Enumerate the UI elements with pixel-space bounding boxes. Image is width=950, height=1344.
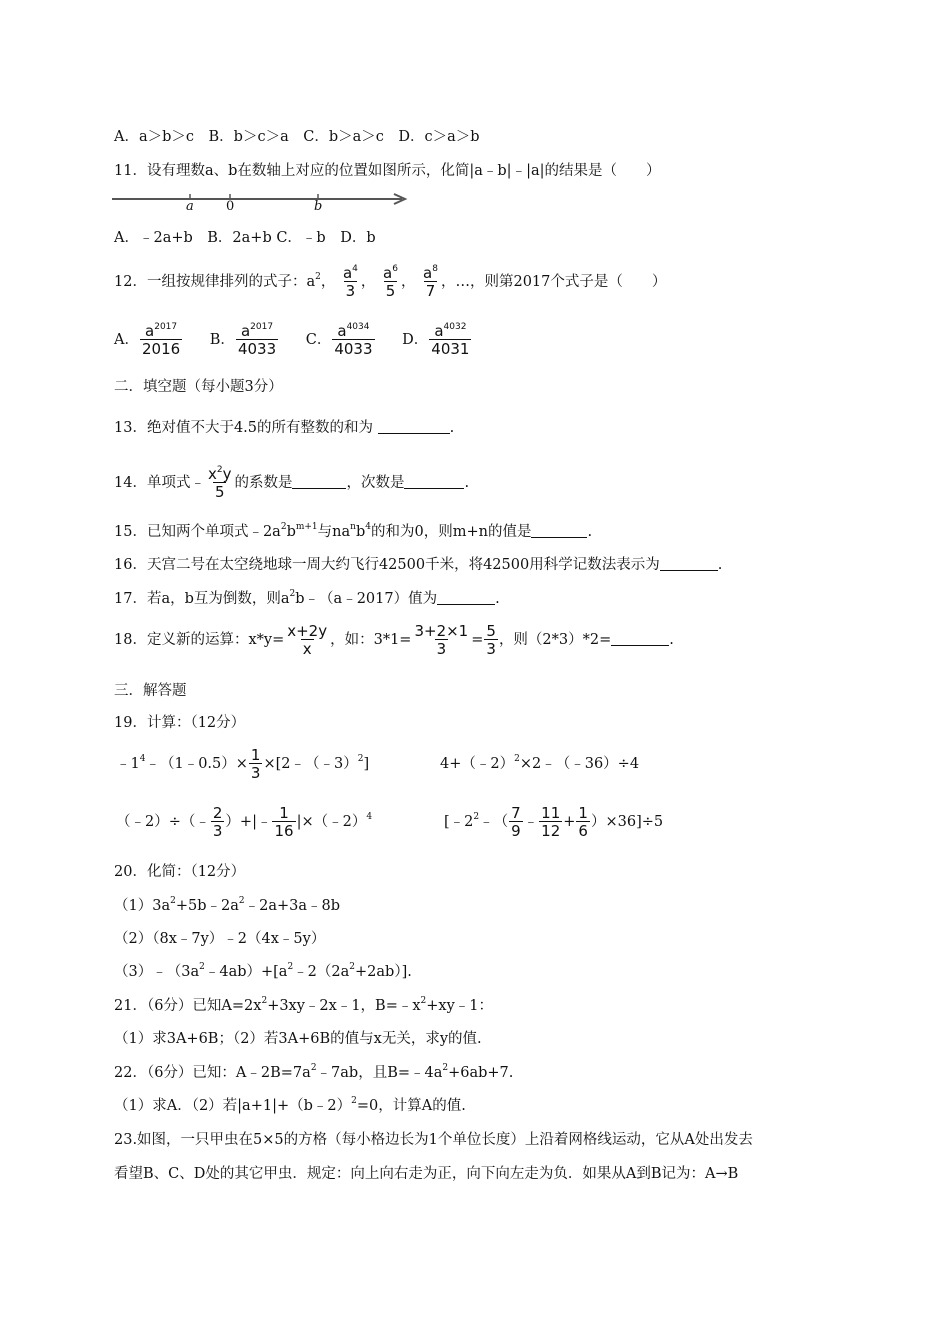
section-2-heading: 二．填空题（每小题3分） xyxy=(114,379,283,395)
q16-answer-blank[interactable] xyxy=(660,556,718,571)
q12-stem: 12．一组按规律排列的式子：$a^2$， $\frac{a^4}{3}$ ， $\frac{a^6}{5}$ ， $\frac{a^8}{7}$ ，…，则第2017个式子是（ ） xyxy=(114,263,667,300)
q14-coefficient-blank[interactable] xyxy=(292,474,346,489)
q14-degree-blank[interactable] xyxy=(404,474,464,489)
q12-option-b: $\frac{a^{2017}}{4033}$ xyxy=(237,321,277,358)
q12-option-d: $\frac{a^{4032}}{4031}$ xyxy=(431,321,470,358)
q15: 15．已知两个单项式$﹣2a^2b^{m+1}$与$na^nb^4$的和为0，则m+n的值是 . xyxy=(114,522,593,540)
q20-part-2: （2）（8x﹣7y）﹣2（4x﹣5y） xyxy=(114,931,326,947)
q22-stem: 22．（6分）已知：$A﹣2B=7a^2﹣7ab$，且$B=﹣4a^2+6ab+7$. xyxy=(114,1063,514,1081)
q18-example-fraction: $\frac{3+2\times 1}{3}$ xyxy=(414,621,469,658)
q14: 14．单项式﹣ $\frac{x^2y}{5}$ 的系数是 ，次数是 . xyxy=(114,464,470,501)
q12-option-c: $\frac{a^{4034}}{4033}$ xyxy=(334,321,373,358)
q19-expression-4: [$﹣2^2﹣$（ $\frac{7}{9}$ ﹣ $\frac{11}{12}$ + $\frac{1}{6}$ ）×36]÷5 xyxy=(444,803,664,840)
axis-label-zero: 0 xyxy=(226,199,235,214)
q12-options: A． $\frac{a^{2017}}{2016}$ B． $\frac{a^{2017}}{4033}$ C． $\frac{a^{4034}}{4033}$ D． $\frac{a^{4032}}{4031}$ xyxy=(114,321,470,358)
q17: 17．若a，b互为倒数，则$a^2b﹣(a﹣2017)$值为 . xyxy=(114,589,500,607)
q13-answer-blank[interactable] xyxy=(378,419,450,434)
q12-fraction-2: $\frac{a^6}{5}$ xyxy=(383,263,398,300)
q11-stem: 11．设有理数a、b在数轴上对应的位置如图所示，化简|a﹣b|﹣|a|的结果是（ ） xyxy=(114,163,661,179)
section-3-heading: 三．解答题 xyxy=(114,683,187,699)
q18-answer-blank[interactable] xyxy=(611,631,669,646)
q18-result-fraction: $\frac{5}{3}$ xyxy=(486,621,496,658)
q12-fraction-1: $\frac{a^4}{3}$ xyxy=(342,263,358,300)
q10-options: A．a＞b＞c B．b＞c＞a C．b＞a＞c D．c＞a＞b xyxy=(114,129,480,145)
q23-line-1: 23.如图，一只甲虫在5×5的方格（每小格边长为1个单位长度）上沿着网格线运动，它从A处出发去 xyxy=(114,1132,753,1148)
axis-label-b: b xyxy=(314,199,323,214)
q18-definition-fraction: $\frac{x+2y}{x}$ xyxy=(287,621,328,658)
q19-expression-2: 4+（﹣2）$^2$×2﹣（﹣36）÷4 xyxy=(440,754,640,772)
q19-expression-3: （﹣2）÷（﹣ $\frac{2}{3}$ ）+|﹣ $\frac{1}{16}$ |×（﹣2）$^4$ xyxy=(116,803,373,840)
q12-option-a: $\frac{a^{2017}}{2016}$ xyxy=(141,321,181,358)
q18: 18．定义新的运算：x*y= $\frac{x+2y}{x}$ ，如：3*1= $\frac{3+2\times 1}{3}$ = $\frac{5}{3}$ ，则（2*3）*2= . xyxy=(114,621,674,658)
q16: 16．天宫二号在太空绕地球一周大约飞行42500千米，将42500用科学记数法表示为 . xyxy=(114,557,723,573)
q15-answer-blank[interactable] xyxy=(531,523,587,538)
q13: 13．绝对值不大于4.5的所有整数的和为 . xyxy=(114,420,455,436)
q21-parts: （1）求3A+6B；（2）若3A+6B的值与x无关，求y的值. xyxy=(114,1031,482,1047)
number-line-svg xyxy=(112,190,412,220)
q19-expression-1: $﹣1^4﹣(1﹣0.5)\times$ $\frac{1}{3}$ ×[2﹣（﹣3）$^2$] xyxy=(116,745,370,782)
q17-answer-blank[interactable] xyxy=(437,590,495,605)
q23-line-2: 看望B、C、D处的其它甲虫．规定：向上向右走为正，向下向左走为负．如果从A到B记为：A→B xyxy=(114,1166,739,1182)
number-line-figure xyxy=(112,190,412,220)
q11-options: A．﹣2a+b B．2a+b C．﹣b D．b xyxy=(114,230,376,246)
q19-title: 19．计算：（12分） xyxy=(114,715,246,731)
q21-stem: 21．（6分）已知$A=2x^2+3xy﹣2x﹣1$，$B=﹣x^2+xy﹣1$： xyxy=(114,996,494,1014)
q20-title: 20．化简：（12分） xyxy=(114,864,246,880)
q20-part-3: $(3)﹣(3a^2﹣4ab)+[a^2﹣2(2a^2+2ab)]$. xyxy=(114,962,412,980)
q22-parts: （1）求A．（2）若|a+1|+（b﹣2）$^2$=0，计算A的值. xyxy=(114,1096,466,1114)
q14-fraction: $\frac{x^2y}{5}$ xyxy=(207,464,232,501)
axis-label-a: a xyxy=(186,199,194,214)
q20-part-1: $(1)3a^2+5b﹣2a^2﹣2a+3a﹣8b$ xyxy=(114,896,341,914)
q12-fraction-3: $\frac{a^8}{7}$ xyxy=(423,263,438,300)
